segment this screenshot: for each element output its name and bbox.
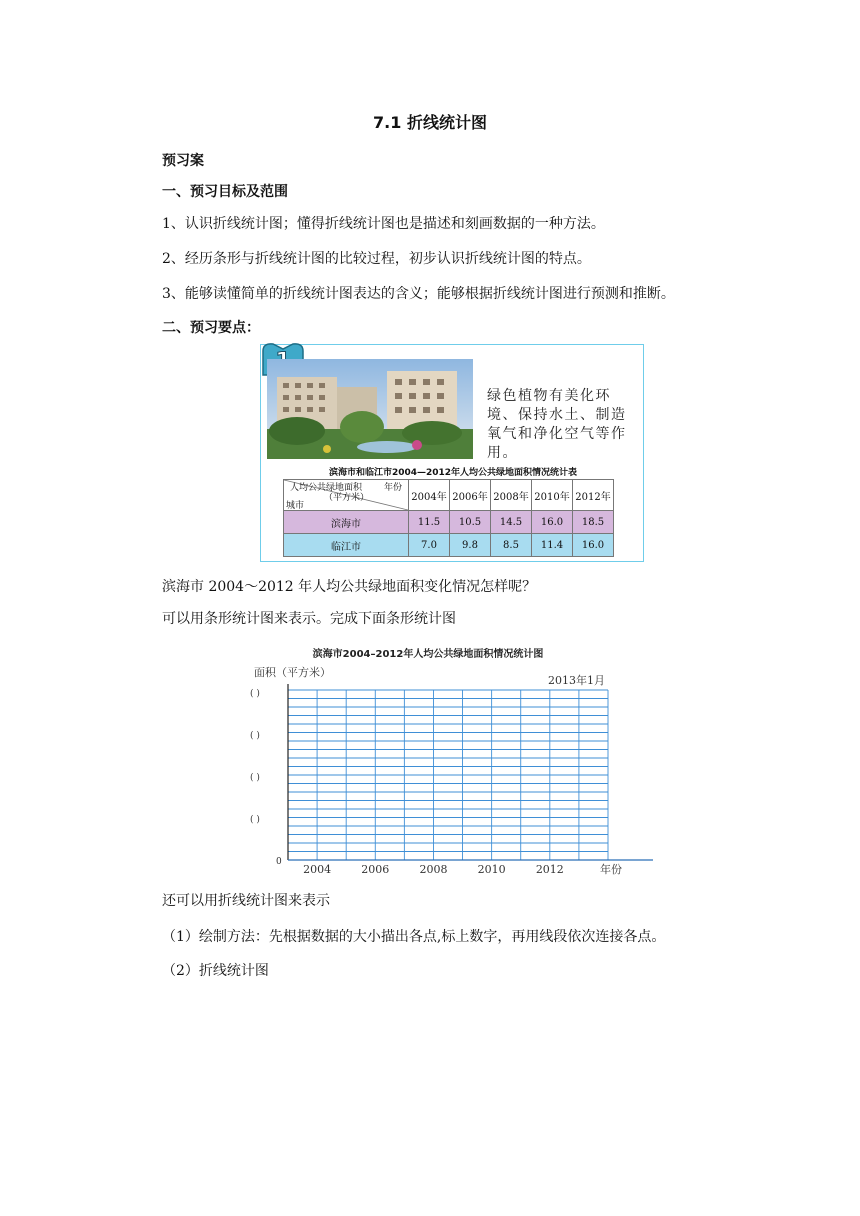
value-cell: 18.5 — [573, 511, 614, 534]
table-row — [284, 511, 614, 534]
header-city-label: 城市 — [286, 501, 305, 511]
year-header: 2004年 — [409, 480, 450, 511]
chart-date: 2013年1月 — [548, 674, 605, 687]
y-tick-label: ( ) — [250, 773, 260, 783]
table-corner-header — [284, 480, 409, 511]
value-cell: 14.5 — [491, 511, 532, 534]
x-tick-label: 2008 — [419, 863, 448, 876]
heading-key-points: 二、预习要点： — [162, 320, 260, 336]
table-title: 滨海市和临江市2004—2012年人均公共绿地面积情况统计表 — [328, 468, 578, 478]
greenery-quote: 绿色植物有美化环境、保持水土、制造氧气和净化空气等作用。 — [487, 388, 627, 461]
y-axis-label: 面积（平方米） — [254, 666, 331, 679]
building-photo — [267, 359, 473, 459]
value-cell: 16.0 — [532, 511, 573, 534]
page-title: 7.1 折线统计图 — [373, 113, 487, 132]
green-area-table — [283, 479, 614, 557]
city-cell: 临江市 — [284, 534, 409, 557]
question-3: 还可以用折线统计图来表示 — [162, 893, 330, 909]
value-cell: 10.5 — [450, 511, 491, 534]
goal-2: 2、经历条形与折线统计图的比较过程，初步认识折线统计图的特点。 — [162, 251, 591, 267]
step-1: （1）绘制方法：先根据数据的大小描出各点,标上数字，再用线段依次连接各点。 — [162, 929, 666, 945]
x-axis-label: 年份 — [600, 863, 622, 876]
header-unit-label: （平方米） — [324, 493, 370, 503]
goal-3: 3、能够读懂简单的折线统计图表达的含义；能够根据折线统计图进行预测和推断。 — [162, 286, 675, 302]
section-preview: 预习案 — [162, 153, 204, 169]
year-header: 2012年 — [573, 480, 614, 511]
example-figure — [260, 344, 644, 562]
value-cell: 7.0 — [409, 534, 450, 557]
x-tick-label: 2012 — [535, 863, 564, 876]
city-cell: 滨海市 — [284, 511, 409, 534]
y-tick-label: ( ) — [250, 689, 260, 699]
question-2: 可以用条形统计图来表示。完成下面条形统计图 — [162, 611, 456, 627]
header-year-label: 年份 — [384, 483, 403, 493]
value-cell: 11.5 — [409, 511, 450, 534]
chart-title: 滨海市2004–2012年人均公共绿地面积情况统计图 — [312, 649, 544, 660]
value-cell: 9.8 — [450, 534, 491, 557]
year-header: 2006年 — [450, 480, 491, 511]
question-1: 滨海市 2004～2012 年人均公共绿地面积变化情况怎样呢？ — [162, 579, 537, 595]
value-cell: 8.5 — [491, 534, 532, 557]
y-tick-label: ( ) — [250, 815, 260, 825]
y-tick-label: ( ) — [250, 731, 260, 741]
y-tick-label: 0 — [276, 857, 282, 867]
year-header: 2008年 — [491, 480, 532, 511]
x-tick-label: 2010 — [477, 863, 506, 876]
bar-chart — [248, 642, 658, 882]
value-cell: 16.0 — [573, 534, 614, 557]
x-tick-label: 2006 — [361, 863, 390, 876]
x-tick-label: 2004 — [303, 863, 332, 876]
table-row — [284, 534, 614, 557]
year-header: 2010年 — [532, 480, 573, 511]
heading-goals: 一、预习目标及范围 — [162, 184, 288, 200]
goal-1: 1、认识折线统计图；懂得折线统计图也是描述和刻画数据的一种方法。 — [162, 216, 605, 232]
step-2: （2）折线统计图 — [162, 963, 269, 979]
header-area-label: 人均公共绿地面积 — [290, 483, 363, 493]
value-cell: 11.4 — [532, 534, 573, 557]
